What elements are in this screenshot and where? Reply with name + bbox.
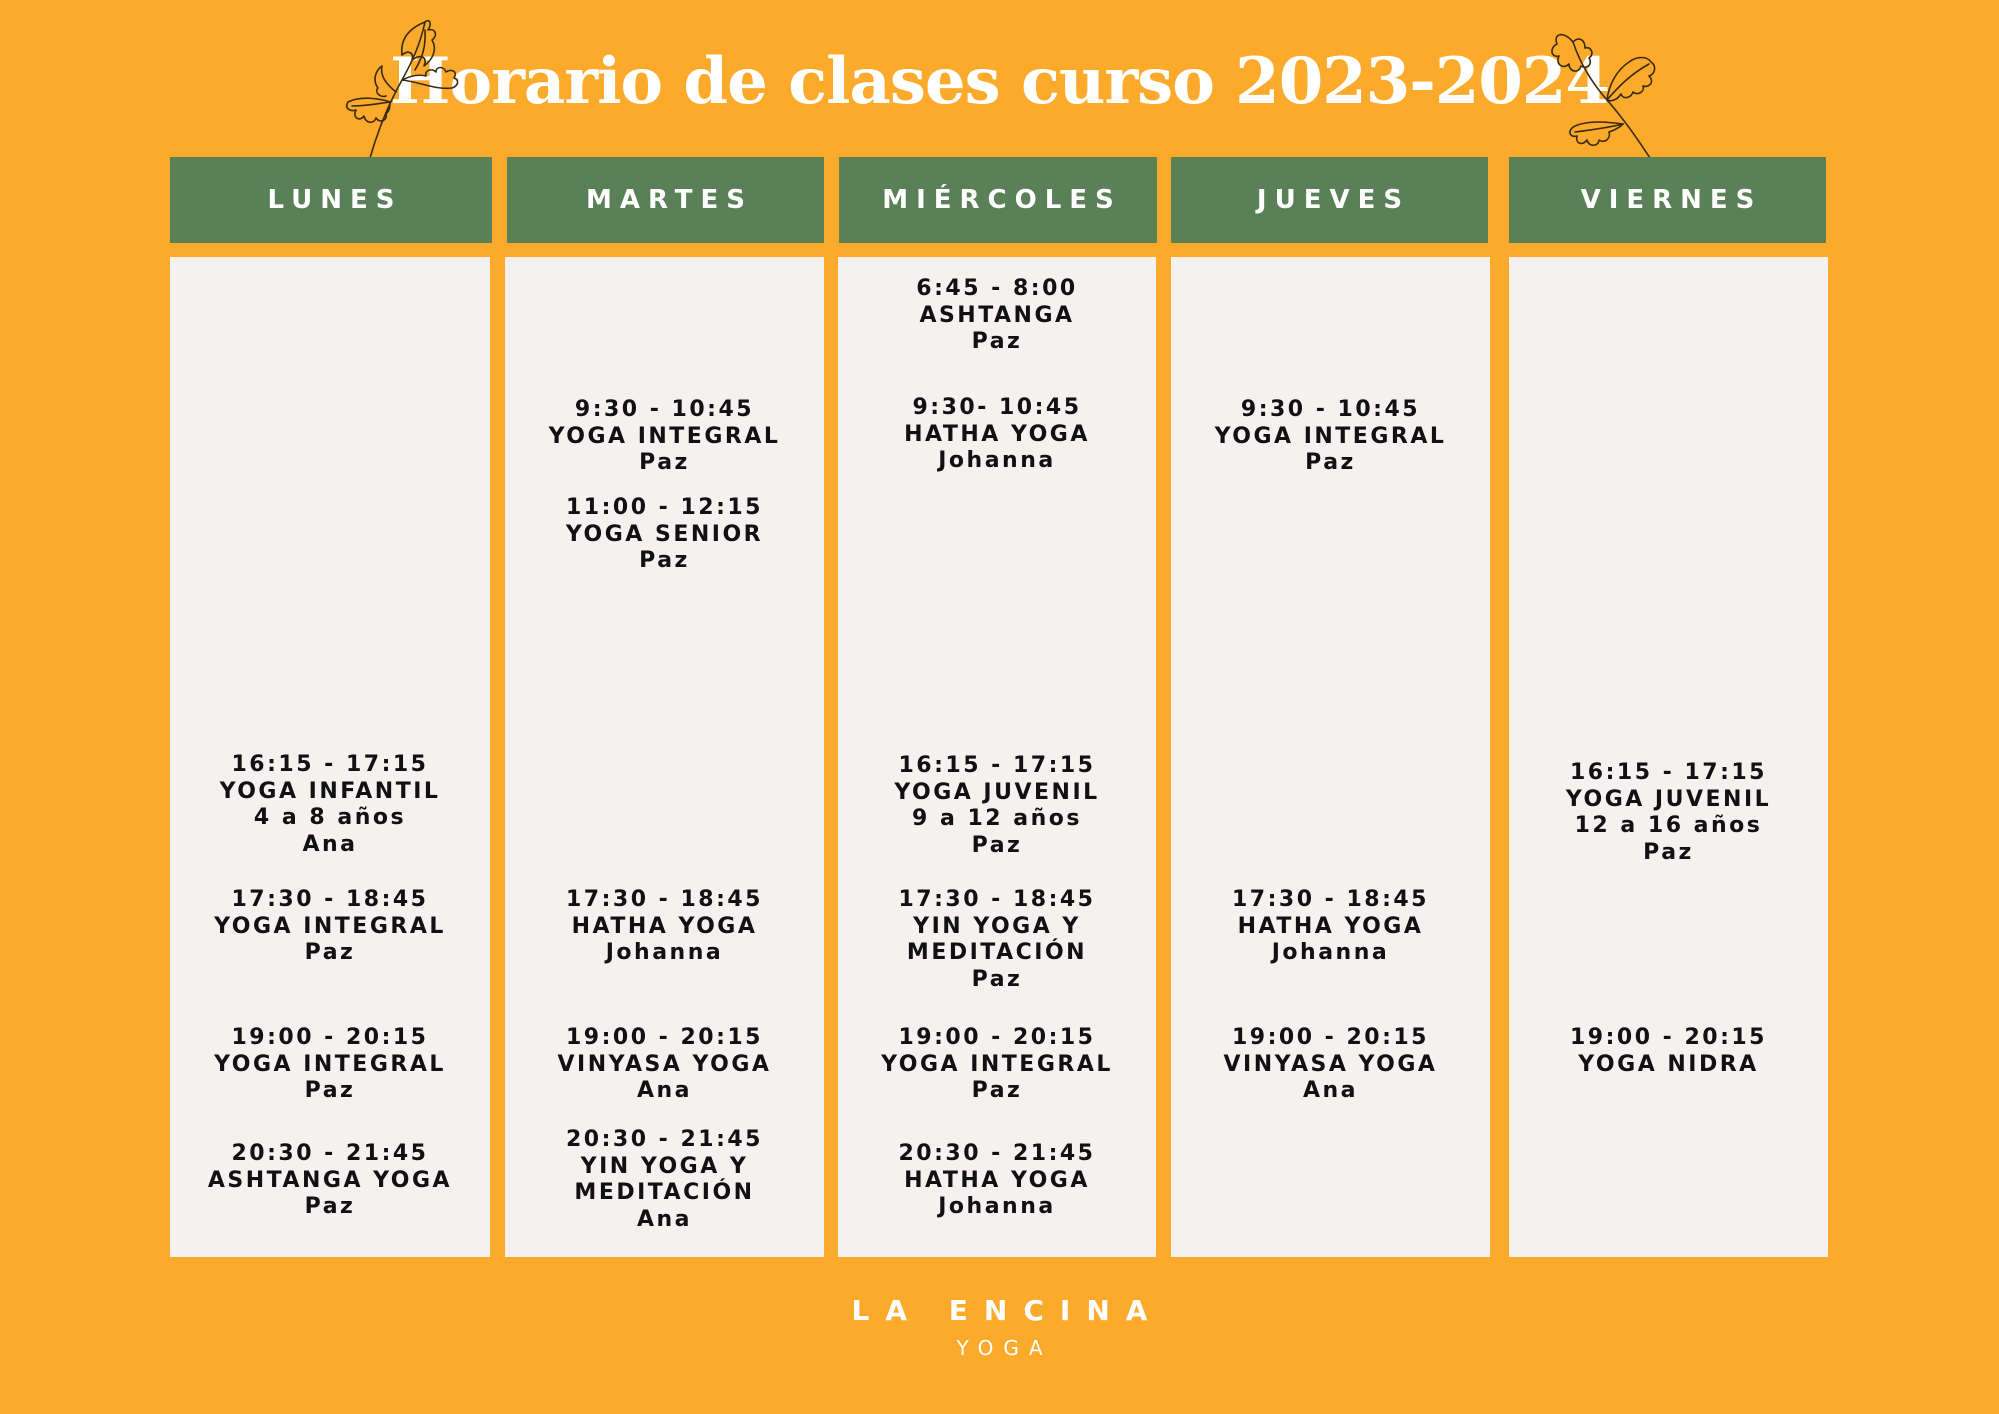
- class-detail: Ana: [302, 831, 358, 857]
- class-detail: Paz: [1305, 450, 1356, 475]
- day-column: [1171, 257, 1490, 1257]
- class-time: 16:15 - 17:15: [898, 753, 1096, 778]
- class-slot: [838, 395, 1156, 475]
- oak-leaf-branch-icon: [340, 10, 465, 160]
- class-time: 17:30 - 18:45: [565, 887, 763, 912]
- class-slot: [1171, 1025, 1490, 1105]
- class-detail: VINYASA YOGA: [1223, 1051, 1438, 1077]
- class-detail: 4 a 8 años: [253, 805, 407, 830]
- day-column: [838, 257, 1156, 1257]
- class-slot: [505, 1127, 824, 1233]
- class-detail: YOGA NIDRA: [1578, 1051, 1759, 1077]
- class-detail: Paz: [639, 548, 690, 573]
- class-detail: YOGA JUVENIL: [894, 779, 1100, 805]
- class-detail: 12 a 16 años: [1574, 813, 1763, 838]
- class-time: 16:15 - 17:15: [1569, 760, 1767, 785]
- class-detail: HATHA YOGA: [1237, 913, 1424, 939]
- class-slot: [838, 1141, 1156, 1221]
- class-slot: [170, 1141, 490, 1221]
- class-slot: [1171, 397, 1490, 477]
- class-detail: ASHTANGA: [919, 302, 1075, 328]
- class-detail: Johanna: [938, 1194, 1056, 1219]
- class-time: 19:00 - 20:15: [1231, 1025, 1429, 1050]
- class-detail: VINYASA YOGA: [557, 1051, 772, 1077]
- class-detail: Paz: [971, 1078, 1023, 1103]
- class-detail: YOGA INTEGRAL: [881, 1051, 1113, 1077]
- class-time: 19:00 - 20:15: [898, 1025, 1096, 1050]
- class-detail: YOGA INTEGRAL: [548, 423, 781, 449]
- class-time: 17:30 - 18:45: [898, 887, 1096, 912]
- class-detail: Johanna: [605, 940, 724, 965]
- class-slot: [505, 1025, 824, 1105]
- day-column: [170, 257, 490, 1257]
- class-time: 19:00 - 20:15: [565, 1025, 763, 1050]
- class-slot: [170, 1025, 490, 1105]
- class-detail: Paz: [639, 450, 690, 475]
- class-detail: Ana: [1302, 1078, 1359, 1103]
- class-detail: Paz: [304, 1194, 356, 1219]
- class-slot: [838, 276, 1156, 356]
- day-header: VIERNES: [1509, 157, 1826, 243]
- class-detail: Johanna: [938, 448, 1056, 473]
- class-slot: [505, 495, 824, 575]
- class-time: 6:45 - 8:00: [916, 276, 1078, 301]
- class-time: 9:30- 10:45: [912, 395, 1082, 420]
- class-time: 17:30 - 18:45: [231, 887, 429, 912]
- class-detail: MEDITACIÓN: [574, 1180, 755, 1205]
- day-column: [1509, 257, 1828, 1257]
- class-slot: [838, 753, 1156, 859]
- page-title: Horario de clases curso 2023-2024: [390, 44, 1609, 119]
- class-detail: YOGA INTEGRAL: [214, 913, 446, 939]
- class-detail: Ana: [636, 1078, 693, 1103]
- class-detail: YIN YOGA Y: [580, 1153, 749, 1179]
- class-time: 17:30 - 18:45: [1231, 887, 1429, 912]
- class-slot: [170, 752, 490, 858]
- class-detail: HATHA YOGA: [904, 1167, 1090, 1193]
- class-detail: HATHA YOGA: [571, 913, 758, 939]
- class-slot: [505, 397, 824, 477]
- class-slot: [1171, 887, 1490, 967]
- class-time: 20:30 - 21:45: [231, 1141, 429, 1166]
- day-column: [505, 257, 824, 1257]
- class-time: 20:30 - 21:45: [898, 1141, 1096, 1166]
- class-detail: Johanna: [1271, 940, 1390, 965]
- class-slot: [505, 887, 824, 967]
- class-detail: Paz: [304, 940, 356, 965]
- class-time: 9:30 - 10:45: [574, 397, 755, 422]
- class-time: 11:00 - 12:15: [565, 495, 763, 520]
- class-detail: Paz: [971, 966, 1023, 992]
- class-detail: 9 a 12 años: [912, 806, 1082, 831]
- class-detail: Paz: [304, 1078, 356, 1103]
- class-detail: YOGA INFANTIL: [219, 778, 441, 804]
- class-slot: [1509, 1025, 1828, 1078]
- class-slot: [1509, 760, 1828, 866]
- class-detail: YOGA JUVENIL: [1565, 786, 1772, 812]
- day-header: JUEVES: [1171, 157, 1488, 243]
- class-time: 16:15 - 17:15: [231, 752, 429, 777]
- class-time: 19:00 - 20:15: [1569, 1025, 1767, 1050]
- class-slot: [838, 1025, 1156, 1105]
- day-header: LUNES: [170, 157, 492, 243]
- class-slot: [838, 887, 1156, 993]
- class-detail: Paz: [1643, 839, 1694, 865]
- class-detail: ASHTANGA YOGA: [207, 1167, 453, 1193]
- class-detail: HATHA YOGA: [904, 421, 1090, 447]
- class-time: 19:00 - 20:15: [231, 1025, 429, 1050]
- class-time: 9:30 - 10:45: [1240, 397, 1421, 422]
- class-detail: YOGA INTEGRAL: [1214, 423, 1447, 449]
- day-header: MARTES: [507, 157, 824, 243]
- brand-subtitle: YOGA: [956, 1336, 1053, 1360]
- class-detail: Paz: [971, 832, 1023, 858]
- oak-leaf-branch-icon: [1545, 20, 1670, 160]
- day-header: MIÉRCOLES: [839, 157, 1157, 243]
- class-detail: YIN YOGA Y: [913, 913, 1081, 939]
- class-slot: [170, 887, 490, 967]
- class-detail: Paz: [971, 329, 1023, 354]
- class-time: 20:30 - 21:45: [565, 1127, 763, 1152]
- class-detail: YOGA SENIOR: [565, 521, 764, 547]
- class-detail: MEDITACIÓN: [906, 940, 1088, 965]
- class-detail: YOGA INTEGRAL: [214, 1051, 446, 1077]
- class-detail: Ana: [636, 1206, 693, 1232]
- brand-name: LA ENCINA: [851, 1294, 1164, 1327]
